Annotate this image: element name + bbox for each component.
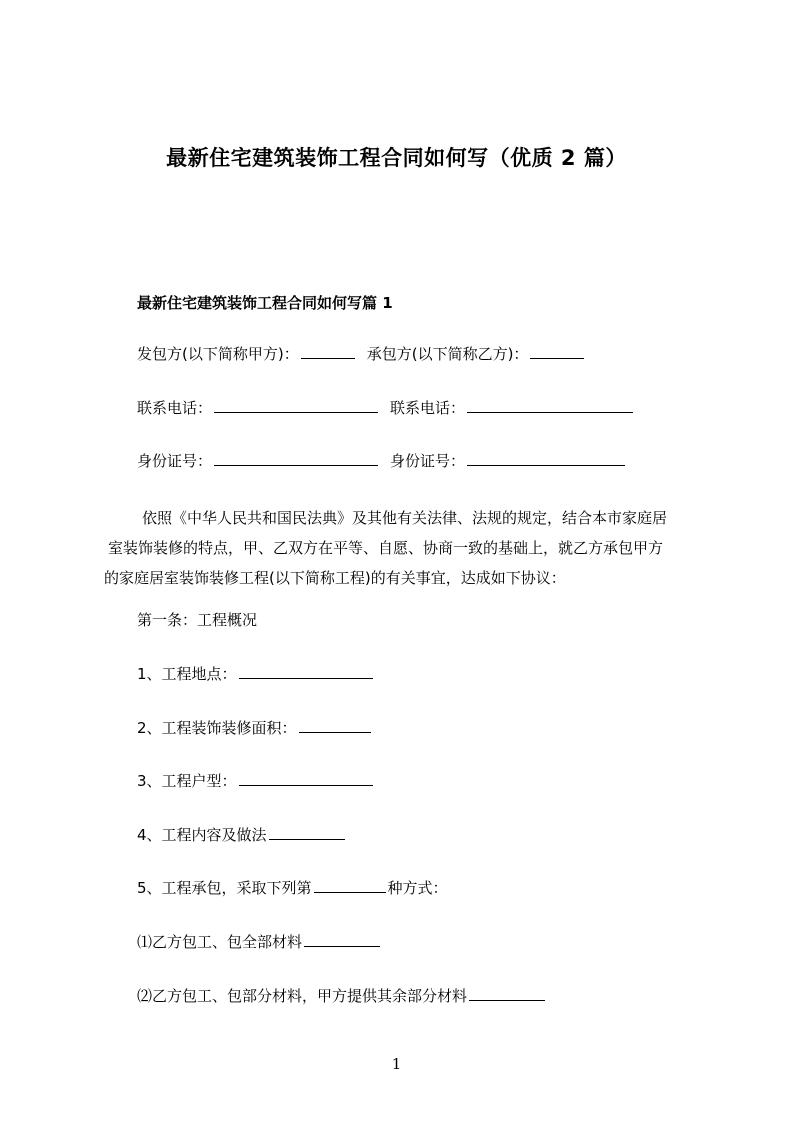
option-1-label: ⑴乙方包工、包全部材料	[137, 933, 303, 951]
id-blank-b[interactable]	[467, 451, 625, 466]
item-layout	[137, 771, 375, 791]
id-label-a: 身份证号：	[137, 452, 213, 470]
id-label-b: 身份证号：	[390, 452, 466, 470]
item-location	[137, 664, 375, 684]
contractor-label: 承包方(以下简称乙方)：	[366, 345, 529, 363]
phone-blank-b[interactable]	[467, 398, 633, 413]
item-area	[137, 718, 373, 738]
option-2-label: ⑵乙方包工、包部分材料，甲方提供其余部分材料	[137, 987, 468, 1005]
parties-line	[137, 344, 586, 364]
page-number: 1	[391, 1055, 402, 1073]
option-1	[137, 932, 382, 952]
option-1-blank[interactable]	[304, 932, 380, 947]
intro-line-1: 依照《中华人民共和国民法典》及其他有关法律、法规的规定，结合本市家庭居	[142, 509, 668, 527]
id-blank-a[interactable]	[214, 451, 378, 466]
contractor-blank[interactable]	[530, 344, 584, 359]
article1-title: 第一条：工程概况	[137, 611, 258, 629]
contract-method-blank[interactable]	[314, 878, 386, 893]
document-title: 最新住宅建筑装饰工程合同如何写（优质 2 篇）	[166, 146, 627, 170]
item-content-label: 4、工程内容及做法	[137, 826, 267, 844]
intro-paragraph	[104, 503, 668, 593]
intro-line-3: 的家庭居室装饰装修工程(以下简称工程)的有关事宜，达成如下协议：	[104, 569, 566, 587]
layout-blank[interactable]	[239, 771, 373, 786]
item-area-label: 2、工程装饰装修面积：	[137, 719, 297, 737]
item-contract-method	[137, 878, 448, 898]
option-2	[137, 986, 547, 1006]
section-heading: 最新住宅建筑装饰工程合同如何写篇 1	[137, 294, 393, 312]
employer-label: 发包方(以下简称甲方)：	[137, 345, 299, 363]
item-location-label: 1、工程地点：	[137, 665, 237, 683]
intro-line-2: 室装饰装修的特点，甲、乙双方在平等、自愿、协商一致的基础上，就乙方承包甲方	[108, 539, 664, 557]
item-layout-label: 3、工程户型：	[137, 772, 237, 790]
phone-line	[137, 398, 635, 418]
phone-blank-a[interactable]	[214, 398, 378, 413]
content-blank[interactable]	[269, 825, 345, 840]
location-blank[interactable]	[239, 664, 373, 679]
contract-method-prefix: 5、工程承包，采取下列第	[137, 879, 312, 897]
phone-label-a: 联系电话：	[137, 399, 213, 417]
contract-method-suffix: 种方式：	[387, 879, 448, 897]
phone-label-b: 联系电话：	[390, 399, 466, 417]
id-number-line	[137, 451, 627, 471]
employer-blank[interactable]	[301, 344, 355, 359]
option-2-blank[interactable]	[469, 986, 545, 1001]
item-content	[137, 825, 347, 845]
area-blank[interactable]	[299, 718, 371, 733]
